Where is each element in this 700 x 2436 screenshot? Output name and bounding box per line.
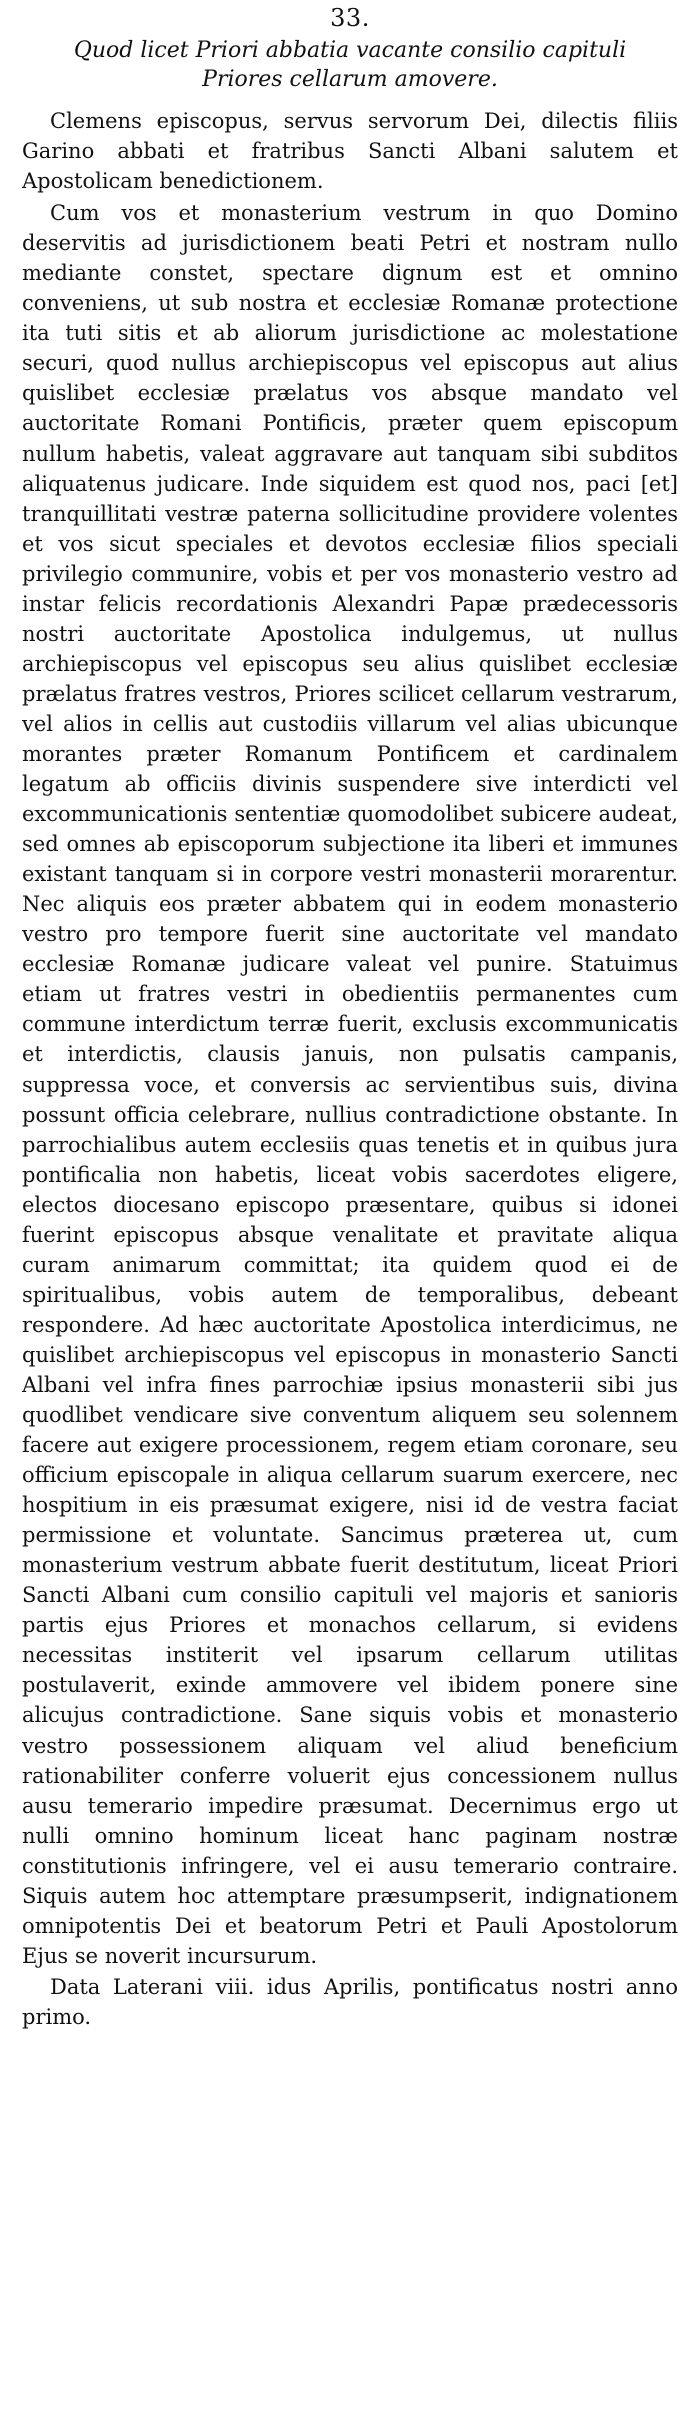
document-title [22, 36, 678, 94]
salutation-paragraph: Clemens episcopus, servus servorum Dei, dilectis filiis Garino abbati et fratribus Sancti Albani salutem et Apostolicam benedictionem. [22, 109, 678, 194]
title-line-2: Priores cellarum amovere. [202, 67, 498, 92]
dating-clause: Data Laterani viii. idus Aprilis, pontificatus nostri anno primo. [22, 1974, 678, 2029]
title-line-1: Quod licet Priori abbatia vacante consilio capituli [73, 38, 627, 63]
page-number: 33. [330, 4, 370, 32]
body-paragraph: Cum vos et monasterium vestrum in quo Domino deservitis ad jurisdictionem beati Petri et nostram nullo mediante constet, spectare dignum est et omnino conveniens, ut sub nostra et ecclesiæ Romanæ protectione ita tuti sitis et ab aliorum jurisdictione ac molestatione securi, quod nullus archiepiscopus vel episcopus aut alius quislibet ecclesiæ prælatus vos absque mandato vel auctoritate Romani Pontificis, præter quem episcopum nullum habetis, valeat aggravare aut tanquam sibi subditos aliquatenus judicare. Inde siquidem est quod nos, paci [et] tranquillitati vestræ paterna sollicitudine providere volentes et vos sicut speciales et devotos ecclesiæ filios speciali privilegio communire, vobis et per vos monasterio vestro ad instar felicis recordationis Alexandri Papæ prædecessoris nostri auctoritate Apostolica indulgemus, ut nullus archiepiscopus vel episcopus seu alius quislibet ecclesiæ prælatus fratres vestros, Priores scilicet cellarum vestrarum, vel alios in cellis aut custodiis villarum vel alias ubicunque morantes præter Romanum Pontificem et cardinalem legatum ab officiis divinis suspendere sive interdicti vel excommunicationis sententiæ quomodolibet subicere audeat, sed omnes ab episcoporum subjectione ita liberi et immunes existant tanquam si in corpore vestri monasterii morarentur. Nec aliquis eos præter abbatem qui in eodem monasterio vestro pro tempore fuerit sine auctoritate vel mandato ecclesiæ Romanæ judicare valeat vel punire. Statuimus etiam ut fratres vestri in obedientiis permanentes cum commune interdictum terræ fuerit, exclusis excommunicatis et interdictis, clausis januis, non pulsatis campanis, suppressa voce, et conversis ac servientibus suis, divina possunt officia celebrare, nullius contradictione obstante. In parrochialibus autem ecclesiis quas tenetis et in quibus jura pontificalia non habetis, liceat vobis sacerdotes eligere, electos diocesano episcopo præsentare, quibus si idonei fuerint episcopus absque venalitate et pravitate aliqua curam animarum committat; ita quidem quod ei de spiritualibus, vobis autem de temporalibus, debeant respondere. Ad hæc auctoritate Apostolica interdicimus, ne quislibet archiepiscopus vel episcopus in monasterio Sancti Albani vel infra fines parrochiæ ipsius monasterii sibi jus quodlibet vendicare sive conventum aliquem seu solennem facere aut exigere processionem, regem etiam coronare, seu officium episcopale in aliqua cellarum suarum exercere, nec hospitium in eis præsumat exigere, nisi id de vestra faciat permissione et voluntate. Sancimus præterea ut, cum monasterium vestrum abbate fuerit destitutum, liceat Priori Sancti Albani cum consilio capituli vel majoris et sanioris partis ejus Priores et monachos cellarum, si evidens necessitas institerit vel ipsarum cellarum utilitas postulaverit, exinde ammovere vel ibidem ponere sine alicujus contradictione. Sane siquis vobis et monasterio vestro possessionem aliquam vel aliud beneficium rationabiliter conferre voluerit ejus concessionem nullus ausu temerario impedire præsumat. Decernimus ergo ut nulli omnino hominum liceat hanc paginam nostræ constitutionis infringere, vel ei ausu temerario contraire. Siquis autem hoc attemptare præsumpserit, indignationem omnipotentis Dei et beatorum Petri et Pauli Apostolorum Ejus se noverit incursurum. [22, 201, 678, 1968]
